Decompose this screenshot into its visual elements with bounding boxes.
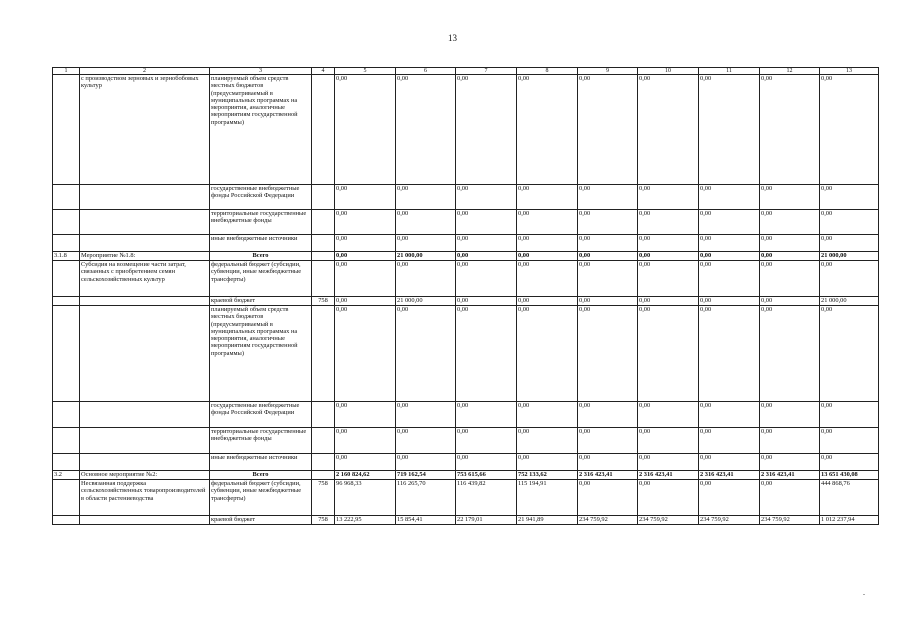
amount-cell: 0,00	[820, 428, 879, 454]
page-number: 13	[448, 33, 457, 43]
measure-name	[80, 428, 210, 454]
amount-cell: 2 316 423,41	[760, 471, 820, 480]
amount-cell: 115 194,91	[517, 480, 578, 516]
amount-cell: 0,00	[699, 428, 760, 454]
amount-cell: 0,00	[335, 235, 396, 252]
amount-cell: 0,00	[335, 252, 396, 261]
amount-cell: 0,00	[578, 306, 638, 402]
table-row	[53, 471, 879, 480]
measure-name	[80, 210, 210, 235]
amount-cell: 0,00	[699, 185, 760, 210]
amount-cell: 0,00	[638, 210, 699, 235]
table-row	[53, 252, 879, 261]
amount-cell: 0,00	[456, 252, 517, 261]
table-row	[53, 454, 879, 471]
column-header: 6	[396, 68, 456, 75]
funding-source: федеральный бюджет (субсидии, субвенции, иные межбюджетные трансферты)	[210, 480, 312, 516]
amount-cell: 0,00	[335, 261, 396, 297]
column-header: 4	[312, 68, 335, 75]
amount-cell: 0,00	[578, 402, 638, 428]
amount-cell: 0,00	[396, 454, 456, 471]
amount-cell: 0,00	[335, 402, 396, 428]
table-row	[53, 516, 879, 525]
amount-cell: 0,00	[335, 306, 396, 402]
table-row	[53, 306, 879, 402]
row-number	[53, 480, 80, 516]
amount-cell: 21 000,00	[820, 252, 879, 261]
amount-cell: 0,00	[638, 185, 699, 210]
amount-cell: 0,00	[760, 454, 820, 471]
budget-code	[312, 185, 335, 210]
amount-cell: 2 316 423,41	[578, 471, 638, 480]
amount-cell: 0,00	[699, 297, 760, 306]
amount-cell: 15 854,41	[396, 516, 456, 525]
amount-cell: 21 941,89	[517, 516, 578, 525]
amount-cell: 0,00	[699, 480, 760, 516]
amount-cell: 0,00	[335, 454, 396, 471]
funding-source: федеральный бюджет (субсидии, субвенции, иные межбюджетные трансферты)	[210, 261, 312, 297]
row-number	[53, 297, 80, 306]
amount-cell: 96 968,33	[335, 480, 396, 516]
amount-cell: 0,00	[638, 454, 699, 471]
amount-cell: 0,00	[396, 261, 456, 297]
amount-cell: 13 651 430,08	[820, 471, 879, 480]
amount-cell: 0,00	[699, 235, 760, 252]
measure-name: Основное мероприятие №2:	[80, 471, 210, 480]
amount-cell: 0,00	[638, 306, 699, 402]
row-number: 3.1.8	[53, 252, 80, 261]
amount-cell: 0,00	[699, 252, 760, 261]
row-number	[53, 306, 80, 402]
budget-code	[312, 402, 335, 428]
budget-code	[312, 75, 335, 185]
amount-cell: 13 222,95	[335, 516, 396, 525]
amount-cell: 234 759,92	[699, 516, 760, 525]
amount-cell: 0,00	[517, 402, 578, 428]
amount-cell: 0,00	[517, 454, 578, 471]
measure-name	[80, 306, 210, 402]
amount-cell: 0,00	[456, 297, 517, 306]
amount-cell: 0,00	[335, 297, 396, 306]
amount-cell: 752 133,62	[517, 471, 578, 480]
budget-code	[312, 261, 335, 297]
amount-cell: 0,00	[760, 261, 820, 297]
amount-cell: 21 000,00	[820, 297, 879, 306]
amount-cell: 444 868,76	[820, 480, 879, 516]
funding-source: территориальные государственные внебюджетные фонды	[210, 210, 312, 235]
amount-cell: 0,00	[578, 252, 638, 261]
row-number	[53, 185, 80, 210]
amount-cell: 0,00	[699, 402, 760, 428]
amount-cell: 0,00	[820, 454, 879, 471]
funding-source: краевой бюджет	[210, 516, 312, 525]
amount-cell: 0,00	[578, 428, 638, 454]
budget-table	[52, 67, 879, 525]
amount-cell: 0,00	[760, 75, 820, 185]
table-row	[53, 297, 879, 306]
row-number	[53, 75, 80, 185]
amount-cell: 0,00	[820, 261, 879, 297]
budget-code: 758	[312, 516, 335, 525]
column-header-row	[53, 68, 879, 75]
measure-name: Несвязанная поддержка сельскохозяйственных товаропроизводителей в области растениеводства	[80, 480, 210, 516]
funding-source: иные внебюджетные источники	[210, 235, 312, 252]
measure-name: с производством зерновых и зернобобовых культур	[80, 75, 210, 185]
row-number	[53, 454, 80, 471]
column-header: 1	[53, 68, 80, 75]
amount-cell: 0,00	[456, 235, 517, 252]
measure-name	[80, 235, 210, 252]
amount-cell: 0,00	[638, 297, 699, 306]
amount-cell: 0,00	[517, 297, 578, 306]
amount-cell: 0,00	[699, 210, 760, 235]
amount-cell: 0,00	[396, 306, 456, 402]
amount-cell: 2 160 824,62	[335, 471, 396, 480]
budget-code	[312, 454, 335, 471]
amount-cell: 0,00	[820, 306, 879, 402]
amount-cell: 0,00	[820, 235, 879, 252]
amount-cell: 21 000,00	[396, 252, 456, 261]
budget-code	[312, 210, 335, 235]
amount-cell: 0,00	[699, 261, 760, 297]
measure-name	[80, 297, 210, 306]
amount-cell: 21 000,00	[396, 297, 456, 306]
amount-cell: 116 439,82	[456, 480, 517, 516]
funding-source: Всего	[210, 252, 312, 261]
amount-cell: 719 162,54	[396, 471, 456, 480]
amount-cell: 2 316 423,41	[638, 471, 699, 480]
amount-cell: 0,00	[517, 235, 578, 252]
amount-cell: 0,00	[638, 261, 699, 297]
column-header: 10	[638, 68, 699, 75]
amount-cell: 0,00	[456, 75, 517, 185]
amount-cell: 753 615,66	[456, 471, 517, 480]
budget-code	[312, 252, 335, 261]
amount-cell: 0,00	[396, 210, 456, 235]
column-header: 5	[335, 68, 396, 75]
amount-cell: 0,00	[335, 428, 396, 454]
budget-code	[312, 471, 335, 480]
amount-cell: 0,00	[760, 297, 820, 306]
measure-name: Мероприятие №1.8:	[80, 252, 210, 261]
amount-cell: 0,00	[638, 75, 699, 185]
column-header: 13	[820, 68, 879, 75]
table-row	[53, 261, 879, 297]
amount-cell: 0,00	[760, 428, 820, 454]
amount-cell: 0,00	[638, 235, 699, 252]
amount-cell: 0,00	[578, 75, 638, 185]
amount-cell: 0,00	[578, 235, 638, 252]
amount-cell: 22 179,01	[456, 516, 517, 525]
amount-cell: 0,00	[820, 402, 879, 428]
amount-cell: 0,00	[396, 185, 456, 210]
amount-cell: 2 316 423,41	[699, 471, 760, 480]
row-number	[53, 210, 80, 235]
funding-source: государственные внебюджетные фонды Российской Федерации	[210, 185, 312, 210]
column-header: 8	[517, 68, 578, 75]
amount-cell: 0,00	[578, 261, 638, 297]
amount-cell: 0,00	[456, 210, 517, 235]
amount-cell: 0,00	[699, 306, 760, 402]
amount-cell: 0,00	[760, 185, 820, 210]
amount-cell: 0,00	[517, 75, 578, 185]
amount-cell: 0,00	[820, 185, 879, 210]
amount-cell: 0,00	[760, 210, 820, 235]
budget-code: 758	[312, 297, 335, 306]
amount-cell: 0,00	[456, 306, 517, 402]
amount-cell: 0,00	[638, 402, 699, 428]
amount-cell: 0,00	[456, 261, 517, 297]
amount-cell: 0,00	[396, 402, 456, 428]
amount-cell: 0,00	[699, 75, 760, 185]
amount-cell: 0,00	[517, 185, 578, 210]
measure-name	[80, 185, 210, 210]
table-row	[53, 185, 879, 210]
amount-cell: 0,00	[335, 75, 396, 185]
amount-cell: 0,00	[760, 480, 820, 516]
amount-cell: 116 265,70	[396, 480, 456, 516]
funding-source: государственные внебюджетные фонды Российской Федерации	[210, 402, 312, 428]
column-header: 2	[80, 68, 210, 75]
amount-cell: 0,00	[699, 454, 760, 471]
table-row	[53, 428, 879, 454]
amount-cell: 0,00	[335, 185, 396, 210]
amount-cell: 0,00	[517, 428, 578, 454]
funding-source: территориальные государственные внебюджетные фонды	[210, 428, 312, 454]
amount-cell: 0,00	[820, 75, 879, 185]
amount-cell: 0,00	[638, 480, 699, 516]
column-header: 9	[578, 68, 638, 75]
amount-cell: 234 759,92	[760, 516, 820, 525]
amount-cell: 0,00	[456, 402, 517, 428]
amount-cell: 0,00	[578, 297, 638, 306]
amount-cell: 0,00	[396, 75, 456, 185]
amount-cell: 0,00	[760, 402, 820, 428]
column-header: 12	[760, 68, 820, 75]
budget-code: 758	[312, 480, 335, 516]
amount-cell: 0,00	[760, 235, 820, 252]
row-number	[53, 428, 80, 454]
table-row	[53, 210, 879, 235]
measure-name	[80, 516, 210, 525]
amount-cell: 0,00	[335, 210, 396, 235]
amount-cell: 0,00	[396, 428, 456, 454]
amount-cell: 0,00	[456, 428, 517, 454]
budget-code	[312, 235, 335, 252]
amount-cell: 0,00	[578, 210, 638, 235]
amount-cell: 0,00	[578, 185, 638, 210]
row-number	[53, 261, 80, 297]
amount-cell: 0,00	[760, 252, 820, 261]
amount-cell: 0,00	[638, 428, 699, 454]
amount-cell: 0,00	[578, 480, 638, 516]
amount-cell: 0,00	[456, 185, 517, 210]
column-header: 7	[456, 68, 517, 75]
measure-name: Субсидия на возмещение части затрат, связанных с приобретением семян сельскохозяйственных культур	[80, 261, 210, 297]
amount-cell: 1 012 237,94	[820, 516, 879, 525]
scan-speck	[863, 594, 865, 595]
row-number: 3.2	[53, 471, 80, 480]
row-number	[53, 402, 80, 428]
amount-cell: 0,00	[517, 210, 578, 235]
measure-name	[80, 402, 210, 428]
funding-source: планируемый объем средств местных бюджетов (предусматриваемый в муниципальных программах на мероприятия, аналогичные мероприятиям государственной программы)	[210, 75, 312, 185]
amount-cell: 0,00	[517, 306, 578, 402]
table-row	[53, 235, 879, 252]
row-number	[53, 516, 80, 525]
amount-cell: 234 759,92	[638, 516, 699, 525]
funding-source: планируемый объем средств местных бюджетов (предусматриваемый в муниципальных программах на мероприятия, аналогичные мероприятиям государственной программы)	[210, 306, 312, 402]
amount-cell: 0,00	[578, 454, 638, 471]
measure-name	[80, 454, 210, 471]
amount-cell: 0,00	[456, 454, 517, 471]
row-number	[53, 235, 80, 252]
table-row	[53, 480, 879, 516]
table-row	[53, 75, 879, 185]
amount-cell: 0,00	[517, 252, 578, 261]
budget-code	[312, 428, 335, 454]
amount-cell: 0,00	[517, 261, 578, 297]
funding-source: иные внебюджетные источники	[210, 454, 312, 471]
budget-code	[312, 306, 335, 402]
column-header: 11	[699, 68, 760, 75]
column-header: 3	[210, 68, 312, 75]
table-row	[53, 402, 879, 428]
amount-cell: 0,00	[760, 306, 820, 402]
funding-source: краевой бюджет	[210, 297, 312, 306]
amount-cell: 0,00	[820, 210, 879, 235]
funding-source: Всего	[210, 471, 312, 480]
amount-cell: 0,00	[396, 235, 456, 252]
amount-cell: 0,00	[638, 252, 699, 261]
amount-cell: 234 759,92	[578, 516, 638, 525]
